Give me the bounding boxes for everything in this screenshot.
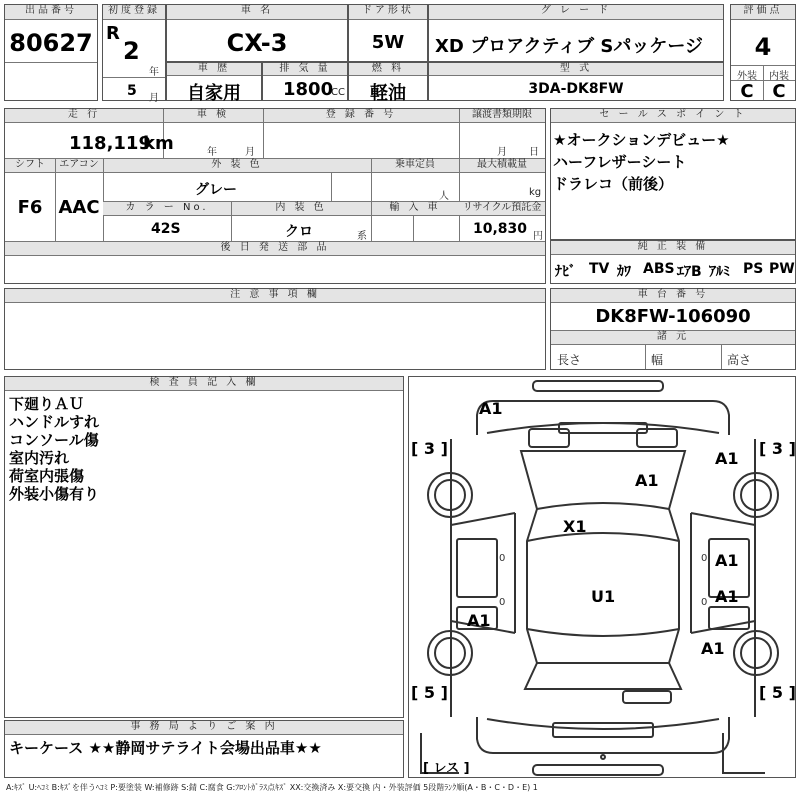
equip-tv: TV <box>589 261 610 277</box>
mark-a1-right-front-door: A1 <box>715 551 739 570</box>
car-name-box <box>166 4 348 62</box>
reg-no-label: 登 録 番 号 <box>263 109 459 123</box>
mileage: 118,119 <box>69 133 151 154</box>
sales-point-3: ドラレコ（前後） <box>553 175 674 193</box>
score: 4 <box>754 33 772 61</box>
notes-label: 注 意 事 項 欄 <box>5 289 545 303</box>
lot-label: 出品番号 <box>5 5 97 20</box>
equip-airbag: ｴｱB <box>677 264 702 280</box>
import-label: 輸 入 車 <box>371 202 459 216</box>
color-no-label: カ ラ ー No. <box>103 202 231 216</box>
score-box <box>730 4 796 101</box>
mark-a1-left-rear: A1 <box>467 611 491 630</box>
equip-navi: ﾅﾋﾞ <box>555 264 576 280</box>
km-unit: km <box>143 133 174 154</box>
inspector-line-5: 荷室内張傷 <box>9 467 85 485</box>
door-box <box>348 4 428 62</box>
inspector-line-4: 室内汚れ <box>9 449 70 467</box>
capacity-label: 乗車定員 <box>371 159 459 173</box>
sales-point-label: セ ー ル ス ポ イ ン ト <box>551 109 795 123</box>
mileage-label: 走 行 <box>5 109 163 123</box>
inspection-label: 車 検 <box>163 109 263 123</box>
chassis-box <box>550 288 796 370</box>
interior-color: クロ <box>285 224 313 240</box>
spec-label: 諸 元 <box>551 331 795 345</box>
spec-width: 幅 <box>651 353 664 367</box>
fuel-box <box>348 62 428 104</box>
grade-label: グ レ ー ド <box>429 5 723 20</box>
inspector-line-3: コンソール傷 <box>9 431 99 449</box>
equipment-box <box>550 240 796 284</box>
score-label: 評価点 <box>731 5 795 20</box>
spec-height: 高さ <box>727 353 752 367</box>
tire-fl-value: 3 <box>423 439 436 458</box>
notes-box <box>4 288 546 370</box>
car-name-label: 車 名 <box>167 5 347 20</box>
fuel-label: 燃 料 <box>349 63 427 76</box>
chassis-number: DK8FW-106090 <box>595 306 751 327</box>
shift-label: シフト <box>5 159 55 173</box>
model-box <box>428 62 724 101</box>
tire-front-right: [ 3 ] <box>759 439 796 458</box>
car-outline <box>409 377 797 779</box>
equipment-label: 純 正 装 備 <box>551 241 795 255</box>
tire-front-left: [ 3 ] <box>411 439 448 458</box>
spare-value: レス <box>433 761 460 776</box>
inspector-box <box>4 376 404 718</box>
equip-abs: ABS <box>643 261 675 277</box>
insp-month-unit: 月 <box>245 147 255 158</box>
inspector-line-6: 外装小傷有り <box>9 485 100 503</box>
interior-unit: 系 <box>357 231 367 242</box>
interior-color-label: 内 装 色 <box>231 202 371 216</box>
car-name: CX-3 <box>226 29 288 57</box>
ext-label: 外装 <box>737 71 757 82</box>
lot-box <box>4 4 98 101</box>
svg-text:0: 0 <box>701 597 708 608</box>
reg-year: 2 <box>123 37 140 65</box>
grade: XD プロアクティブ Sパッケージ <box>435 36 703 57</box>
lot-number: 80627 <box>9 29 93 57</box>
history-label: 車 歴 <box>167 63 261 76</box>
spec-length: 長さ <box>557 353 582 367</box>
year-unit: 年 <box>149 67 159 78</box>
load-label: 最大積載量 <box>459 159 545 173</box>
sales-point-box <box>550 108 796 240</box>
mark-x1-windshield: X1 <box>563 517 587 536</box>
grade-box <box>428 4 724 62</box>
inspector-line-1: 下廻りＡＵ <box>9 395 85 413</box>
capacity-unit: 人 <box>439 191 449 202</box>
first-reg-box <box>102 4 166 104</box>
mark-a1-right-rear-quarter: A1 <box>701 639 725 658</box>
ext-grade: C <box>740 81 754 102</box>
tire-rl-value: 5 <box>423 683 436 702</box>
insp-year-unit: 年 <box>207 147 217 158</box>
transfer-label: 譲渡書類期限 <box>459 109 545 123</box>
equip-pw: PW <box>769 261 795 277</box>
mark-a1-front-right-fender: A1 <box>715 449 739 468</box>
recycle-label: リサイクル預託金 <box>459 202 545 216</box>
tire-fr-value: 3 <box>771 439 784 458</box>
ac-label: エアコン <box>55 159 103 173</box>
svg-text:0: 0 <box>499 597 506 608</box>
inspector-label: 検 査 員 記 入 欄 <box>5 377 403 391</box>
displacement: 1800 <box>283 79 334 100</box>
chassis-label: 車 台 番 号 <box>551 289 795 303</box>
mark-a1-hood: A1 <box>635 471 659 490</box>
equip-alloy: ｱﾙﾐ <box>709 264 730 280</box>
tire-rear-left: [ 5 ] <box>411 683 448 702</box>
color-no: 42S <box>151 221 181 237</box>
tire-rear-right: [ 5 ] <box>759 683 796 702</box>
equip-leather: ｶﾜ <box>617 264 631 280</box>
tire-rr-value: 5 <box>771 683 784 702</box>
color-label: 外 装 色 <box>103 159 371 173</box>
exterior-color: グレー <box>195 182 237 198</box>
fuel: 軽油 <box>370 83 406 104</box>
history: 自家用 <box>187 83 241 104</box>
sales-point-1: ★オークションデビュー★ <box>553 131 730 149</box>
transfer-month-unit: 月 <box>497 147 507 158</box>
displacement-label: 排 気 量 <box>263 63 347 76</box>
model: 3DA-DK8FW <box>528 81 624 97</box>
spare-tire: [ レス ] <box>423 761 470 776</box>
mark-a1-right-rear-door: A1 <box>715 587 739 606</box>
load-unit: kg <box>529 187 542 198</box>
ac: AAC <box>58 197 100 218</box>
history-box <box>166 62 262 104</box>
damage-diagram <box>408 376 796 778</box>
later-parts-label: 後 日 発 送 部 品 <box>5 242 545 256</box>
recycle-fee: 10,830 <box>473 221 528 237</box>
office-label: 事 務 局 よ り ご 案 内 <box>5 721 403 735</box>
svg-text:0: 0 <box>499 553 506 564</box>
legend: A:ｷｽﾞ U:ﾍｺﾐ B:ｷｽﾞを伴うﾍｺﾐ P:要塗装 W:補修跡 S:錆 C:腐食 G:ﾌﾛﾝﾄｶﾞﾗｽ点ｷｽﾞ XX:交換済み X:要交換 内・外装評価 5段階ﾗﾝｸ順(A・B・C・D・E) 1 <box>6 783 538 792</box>
door-label: ドア形状 <box>349 5 427 20</box>
inspector-line-2: ハンドルすれ <box>9 413 100 431</box>
sales-point-2: ハーフレザーシート <box>553 153 687 171</box>
svg-text:0: 0 <box>701 553 708 564</box>
model-label: 型 式 <box>429 63 723 76</box>
info-block <box>4 108 546 284</box>
door-type: 5W <box>371 32 405 53</box>
int-grade: C <box>772 81 786 102</box>
shift: F6 <box>17 197 43 218</box>
mark-u1-underbody: U1 <box>591 587 616 606</box>
office-text: キーケース ★★静岡サテライト会場出品車★★ <box>9 739 322 757</box>
int-label: 内装 <box>769 71 789 82</box>
first-reg-label: 初度登録 <box>103 5 165 20</box>
equip-ps: PS <box>743 261 764 277</box>
month-unit: 月 <box>149 93 159 104</box>
era: R <box>106 23 120 44</box>
displacement-box <box>262 62 348 101</box>
transfer-day-unit: 日 <box>529 147 539 158</box>
cc-unit: CC <box>331 87 345 98</box>
office-box <box>4 720 404 778</box>
mark-a1-front-left: A1 <box>479 399 503 418</box>
recycle-unit: 円 <box>533 231 543 242</box>
reg-month: 5 <box>127 83 137 99</box>
